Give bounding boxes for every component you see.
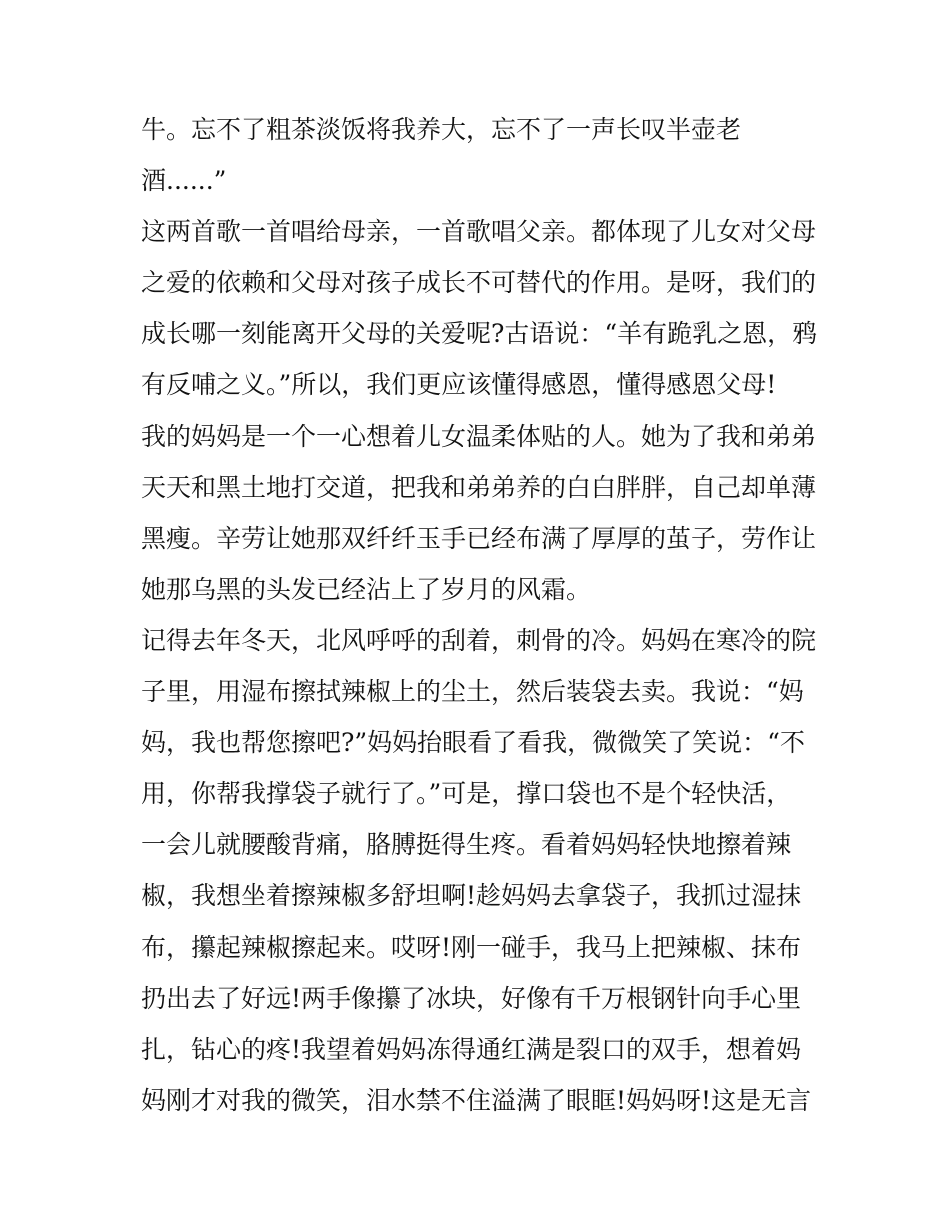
- text-line: 妈，我也帮您擦吧?”妈妈抬眼看了看我，微微笑了笑说：“不: [141, 728, 805, 758]
- text-line: 布，攥起辣椒擦起来。哎呀!刚一碰手，我马上把辣椒、抹布: [141, 932, 802, 962]
- text-line: 天天和黑土地打交道，把我和弟弟养的白白胖胖，自己却单薄: [141, 472, 817, 502]
- text-line: 有反哺之义。”所以，我们更应该懂得感恩，懂得感恩父母!: [141, 370, 777, 400]
- text-line: 用，你帮我撑袋子就行了。”可是，撑口袋也不是个轻快活，: [141, 779, 792, 809]
- text-line: 这两首歌一首唱给母亲，一首歌唱父亲。都体现了儿女对父母: [141, 217, 817, 247]
- text-line: 我的妈妈是一个一心想着儿女温柔体贴的人。她为了我和弟弟: [141, 421, 817, 451]
- text-line: 记得去年冬天，北风呼呼的刮着，刺骨的冷。妈妈在寒冷的院: [141, 625, 817, 655]
- text-line: 椒，我想坐着擦辣椒多舒坦啊!趁妈妈去拿袋子，我抓过湿抹: [141, 881, 802, 911]
- text-line: 子里，用湿布擦拭辣椒上的尘土，然后装袋去卖。我说：“妈: [141, 677, 804, 707]
- text-line: 成长哪一刻能离开父母的关爱呢?古语说：“羊有跪乳之恩，鸦: [141, 319, 818, 349]
- text-line: 扎，钻心的疼!我望着妈妈冻得通红满是裂口的双手，想着妈: [141, 1034, 802, 1064]
- text-line: 牛。忘不了粗茶淡饭将我养大，忘不了一声长叹半壶老: [141, 115, 742, 144]
- text-line: 扔出去了好远!两手像攥了冰块，好像有千万根钢针向手心里: [141, 983, 802, 1013]
- essay-text: [141, 104, 821, 1126]
- text-line: 酒......”: [141, 166, 227, 196]
- text-line: 妈刚才对我的微笑，泪水禁不住溢满了眼眶!妈妈呀!这是无言: [141, 1085, 812, 1115]
- text-line: 黑瘦。辛劳让她那双纤纤玉手已经布满了厚厚的茧子，劳作让: [141, 523, 817, 553]
- text-line: 她那乌黑的头发已经沾上了岁月的风霜。: [141, 574, 592, 604]
- text-line: 一会儿就腰酸背痛，胳膊挺得生疼。看着妈妈轻快地擦着辣: [141, 830, 792, 860]
- text-line: 之爱的依赖和父母对孩子成长不可替代的作用。是呀，我们的: [141, 268, 817, 298]
